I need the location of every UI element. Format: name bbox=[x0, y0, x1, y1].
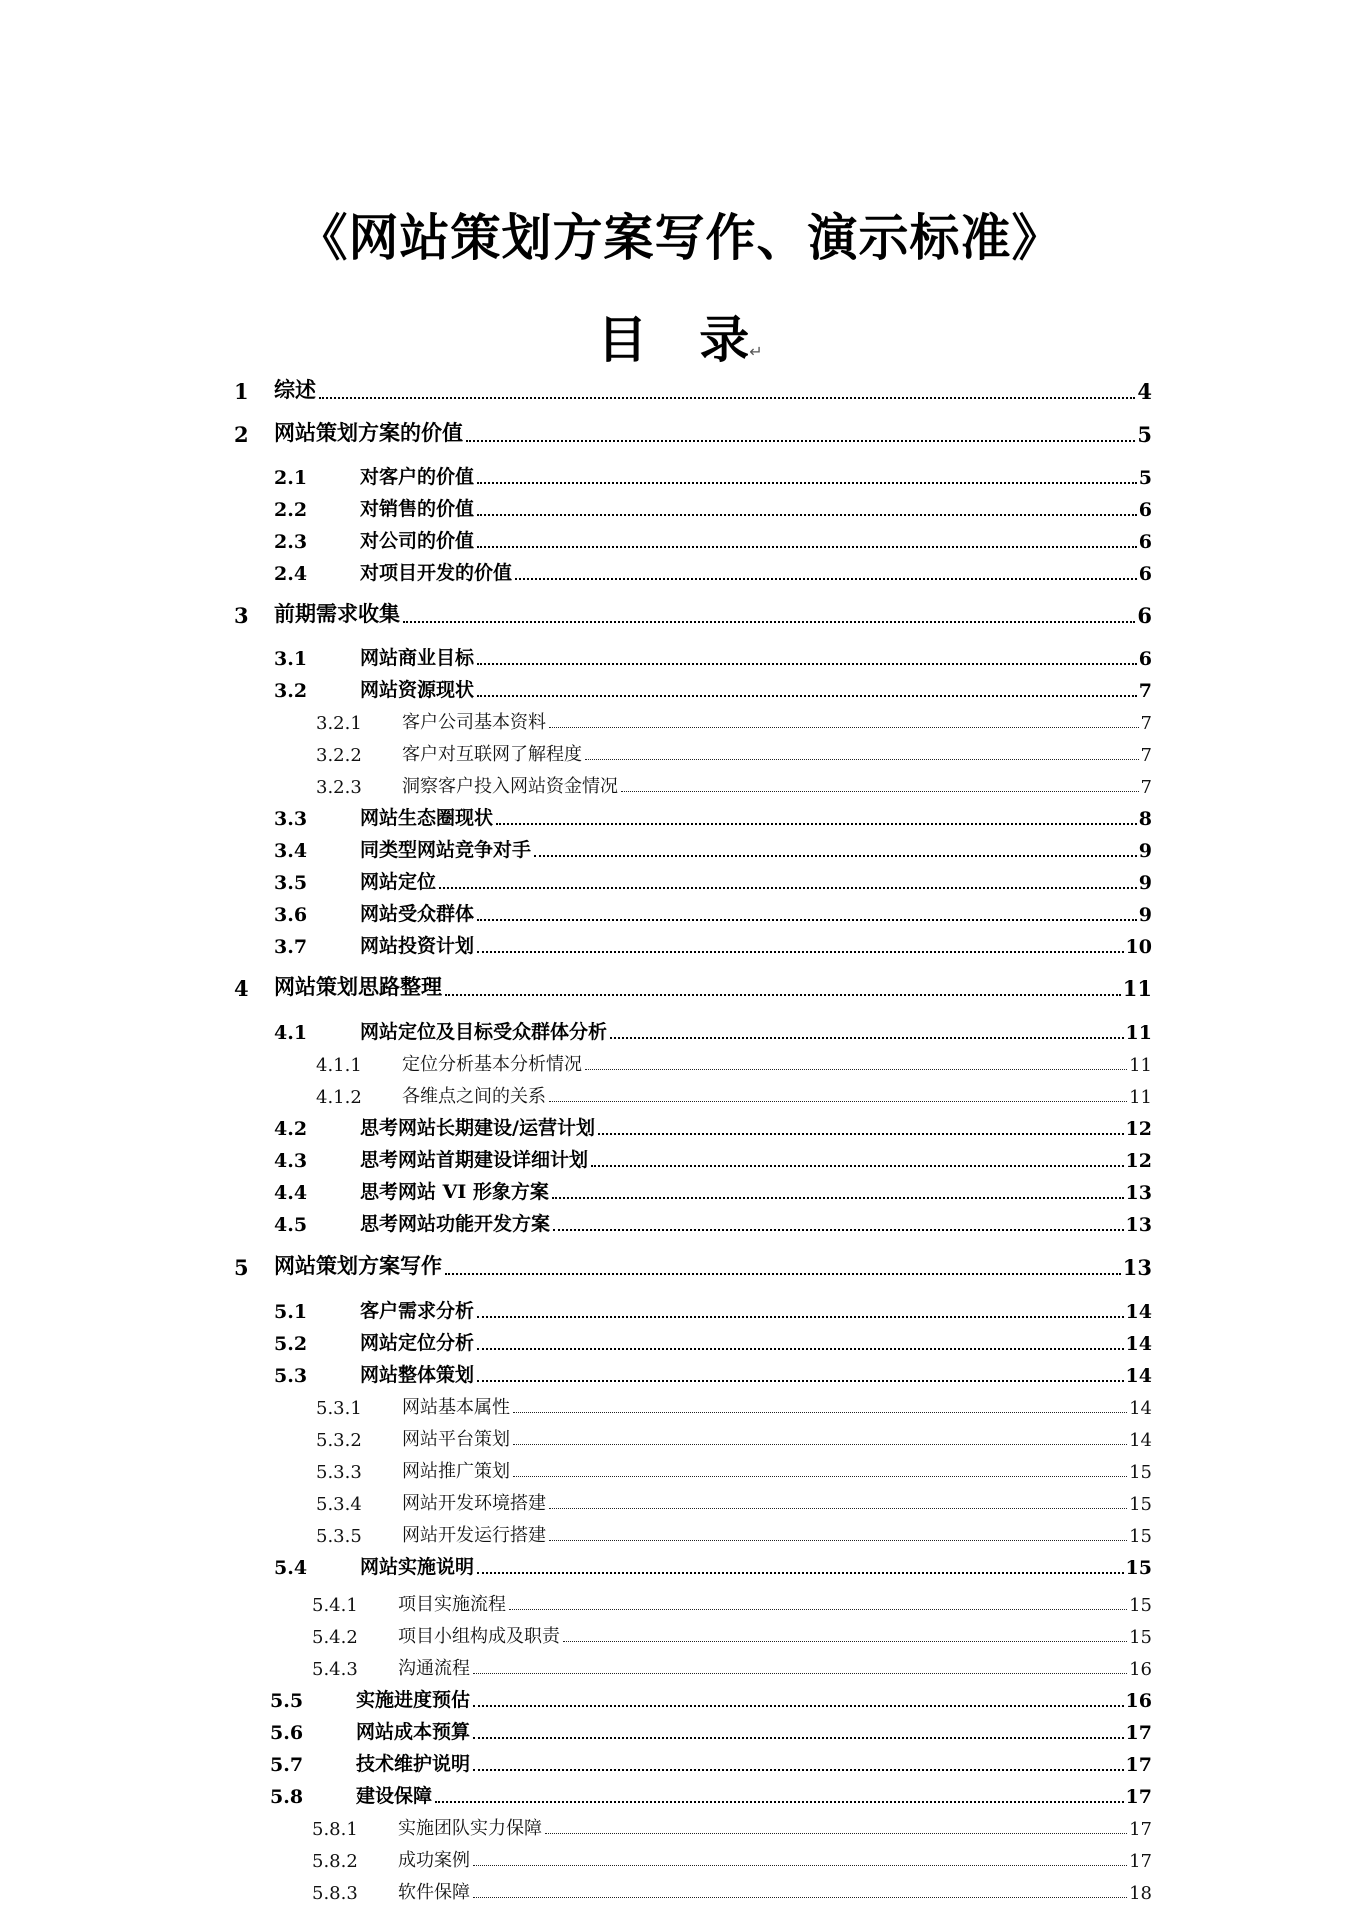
toc-entry-number: 3.2 bbox=[274, 680, 308, 702]
toc-entry[interactable] bbox=[274, 868, 1152, 894]
toc-entry[interactable] bbox=[274, 1114, 1152, 1140]
dot-leader bbox=[477, 482, 1137, 484]
toc-entry-label: 网站整体策划 bbox=[360, 1364, 475, 1386]
dot-leader bbox=[549, 727, 1139, 728]
toc-heading-char-2: 录 bbox=[699, 311, 750, 369]
dot-leader bbox=[445, 1273, 1121, 1275]
toc-entry-number: 2.1 bbox=[274, 467, 308, 489]
toc-entry-label: 洞察客户投入网站资金情况 bbox=[402, 776, 618, 797]
toc-entry-number: 5.4.1 bbox=[312, 1595, 358, 1616]
toc-entry-label: 网站开发环境搭建 bbox=[402, 1493, 546, 1514]
dot-leader bbox=[621, 791, 1139, 792]
toc-entry[interactable] bbox=[274, 836, 1152, 862]
toc-entry[interactable] bbox=[316, 772, 1152, 798]
toc-entry-page-number: 14 bbox=[1125, 1365, 1152, 1387]
toc-entry-label: 技术维护说明 bbox=[356, 1753, 471, 1775]
toc-entry-label: 客户需求分析 bbox=[360, 1300, 475, 1322]
toc-entry[interactable] bbox=[274, 676, 1152, 702]
dot-leader bbox=[509, 1609, 1127, 1610]
toc-entry-page-number: 9 bbox=[1138, 872, 1152, 894]
dot-leader bbox=[513, 1412, 1127, 1413]
dot-leader bbox=[477, 1380, 1124, 1382]
toc-entry-label: 网站商业目标 bbox=[360, 647, 475, 669]
dot-leader bbox=[319, 397, 1135, 399]
toc-entry-page-number: 8 bbox=[1138, 808, 1152, 830]
toc-entry-number: 5.5 bbox=[270, 1690, 304, 1712]
toc-entry[interactable] bbox=[274, 644, 1152, 670]
toc-entry[interactable] bbox=[274, 1361, 1152, 1387]
dot-leader bbox=[403, 621, 1135, 623]
dot-leader bbox=[473, 1737, 1124, 1739]
toc-entry-number: 5.4.3 bbox=[312, 1659, 358, 1680]
toc-entry-label: 网站实施说明 bbox=[360, 1556, 475, 1578]
toc-entry-number: 1 bbox=[234, 379, 249, 404]
toc-entry[interactable] bbox=[312, 1590, 1152, 1616]
toc-entry-number: 4.4 bbox=[274, 1182, 308, 1204]
toc-entry-page-number: 5 bbox=[1138, 467, 1152, 489]
toc-entry-page-number: 13 bbox=[1122, 1255, 1152, 1280]
toc-entry[interactable] bbox=[274, 804, 1152, 830]
dot-leader bbox=[473, 1673, 1127, 1674]
toc-entry-page-number: 17 bbox=[1125, 1754, 1152, 1776]
toc-entry-label: 思考网站长期建设/运营计划 bbox=[360, 1117, 595, 1139]
toc-entry[interactable] bbox=[312, 1654, 1152, 1680]
dot-leader bbox=[466, 440, 1135, 442]
toc-entry-label: 成功案例 bbox=[398, 1850, 470, 1871]
toc-entry-label: 网站策划方案写作 bbox=[274, 1253, 442, 1278]
toc-entry-number: 5.4.2 bbox=[312, 1627, 358, 1648]
toc-entry[interactable] bbox=[312, 1814, 1152, 1840]
toc-entry[interactable] bbox=[274, 1297, 1152, 1323]
toc-entry[interactable] bbox=[312, 1846, 1152, 1872]
dot-leader bbox=[473, 1769, 1124, 1771]
toc-entry-page-number: 11 bbox=[1125, 1022, 1152, 1044]
toc-entry[interactable] bbox=[274, 463, 1152, 489]
toc-entry-number: 5.8 bbox=[270, 1786, 304, 1808]
dot-leader bbox=[585, 1069, 1127, 1070]
toc-entry-number: 4.1.2 bbox=[316, 1087, 362, 1108]
toc-entry-number: 4 bbox=[234, 976, 249, 1001]
toc-entry-number: 4.1 bbox=[274, 1022, 308, 1044]
toc-entry-page-number: 15 bbox=[1129, 1462, 1152, 1483]
dot-leader bbox=[473, 1865, 1127, 1866]
toc-entry[interactable] bbox=[274, 1553, 1152, 1579]
toc-entry-label: 网站成本预算 bbox=[356, 1721, 471, 1743]
toc-entry-page-number: 11 bbox=[1129, 1055, 1152, 1076]
toc-entry-number: 4.5 bbox=[274, 1214, 308, 1236]
toc-entry[interactable] bbox=[274, 932, 1152, 958]
dot-leader bbox=[477, 1348, 1124, 1350]
toc-entry-label: 客户对互联网了解程度 bbox=[402, 744, 582, 765]
toc-entry-number: 2 bbox=[234, 422, 249, 447]
toc-entry[interactable] bbox=[234, 975, 1152, 1001]
toc-entry-page-number: 17 bbox=[1129, 1819, 1152, 1840]
toc-entry[interactable] bbox=[312, 1878, 1152, 1904]
toc-entry-page-number: 7 bbox=[1140, 745, 1152, 766]
toc-entry-label: 各维点之间的关系 bbox=[402, 1086, 546, 1107]
dot-leader bbox=[477, 546, 1137, 548]
dot-leader bbox=[591, 1165, 1124, 1167]
dot-leader bbox=[610, 1037, 1124, 1039]
toc-entry-label: 同类型网站竞争对手 bbox=[360, 839, 532, 861]
toc-entry-page-number: 15 bbox=[1129, 1627, 1152, 1648]
toc-entry-label: 思考网站 VI 形象方案 bbox=[360, 1181, 549, 1203]
toc-entry-number: 5.3.5 bbox=[316, 1526, 362, 1547]
toc-entry[interactable] bbox=[316, 1393, 1152, 1419]
toc-entry[interactable] bbox=[316, 1457, 1152, 1483]
toc-entry[interactable] bbox=[316, 1521, 1152, 1547]
toc-entry-number: 5.8.1 bbox=[312, 1819, 358, 1840]
toc-entry-page-number: 17 bbox=[1125, 1786, 1152, 1808]
toc-entry-number: 4.1.1 bbox=[316, 1055, 362, 1076]
toc-entry-page-number: 7 bbox=[1140, 713, 1152, 734]
toc-entry-page-number: 15 bbox=[1129, 1494, 1152, 1515]
toc-entry-number: 3.2.2 bbox=[316, 745, 362, 766]
dot-leader bbox=[598, 1133, 1124, 1135]
toc-entry-label: 定位分析基本分析情况 bbox=[402, 1054, 582, 1075]
toc-entry-page-number: 5 bbox=[1137, 422, 1152, 447]
dot-leader bbox=[477, 663, 1137, 665]
toc-entry[interactable] bbox=[274, 495, 1152, 521]
toc-entry-number: 5.3.2 bbox=[316, 1430, 362, 1451]
toc-entry-page-number: 11 bbox=[1122, 976, 1152, 1001]
toc-entry-number: 3.3 bbox=[274, 808, 308, 830]
toc-entry-label: 项目小组构成及职责 bbox=[398, 1626, 560, 1647]
toc-entry-page-number: 14 bbox=[1129, 1398, 1152, 1419]
toc-entry-page-number: 16 bbox=[1125, 1690, 1152, 1712]
toc-entry-number: 2.4 bbox=[274, 563, 308, 585]
toc-entry-label: 项目实施流程 bbox=[398, 1594, 506, 1615]
toc-entry-page-number: 7 bbox=[1140, 777, 1152, 798]
dot-leader bbox=[552, 1197, 1124, 1199]
dot-leader bbox=[585, 759, 1139, 760]
toc-entry-number: 3.5 bbox=[274, 872, 308, 894]
toc-entry-number: 5.8.2 bbox=[312, 1851, 358, 1872]
toc-entry[interactable] bbox=[270, 1782, 1152, 1808]
toc-entry-number: 5.1 bbox=[274, 1301, 308, 1323]
toc-entry-number: 5 bbox=[234, 1255, 249, 1280]
toc-entry-page-number: 13 bbox=[1125, 1214, 1152, 1236]
toc-entry-number: 5.4 bbox=[274, 1557, 308, 1579]
dot-leader bbox=[477, 951, 1124, 953]
toc-entry-label: 网站策划思路整理 bbox=[274, 974, 442, 999]
toc-entry-label: 综述 bbox=[274, 377, 316, 402]
toc-entry-page-number: 14 bbox=[1125, 1301, 1152, 1323]
toc-entry-number: 2.2 bbox=[274, 499, 308, 521]
toc-entry-label: 网站投资计划 bbox=[360, 935, 475, 957]
toc-entry-page-number: 10 bbox=[1125, 936, 1152, 958]
dot-leader bbox=[553, 1229, 1124, 1231]
toc-entry-label: 网站推广策划 bbox=[402, 1461, 510, 1482]
toc-entry-label: 网站平台策划 bbox=[402, 1429, 510, 1450]
paragraph-mark-icon: ↵ bbox=[749, 342, 763, 361]
toc-entry-number: 2.3 bbox=[274, 531, 308, 553]
toc-entry-label: 建设保障 bbox=[356, 1785, 433, 1807]
toc-entry-number: 3.7 bbox=[274, 936, 308, 958]
toc-entry[interactable] bbox=[234, 602, 1152, 628]
toc-entry-number: 3.1 bbox=[274, 648, 308, 670]
dot-leader bbox=[549, 1101, 1127, 1102]
dot-leader bbox=[477, 1572, 1124, 1574]
toc-entry-label: 软件保障 bbox=[398, 1882, 470, 1903]
toc-entry-page-number: 7 bbox=[1138, 680, 1152, 702]
toc-entry[interactable] bbox=[274, 900, 1152, 926]
dot-leader bbox=[439, 887, 1137, 889]
toc-entry-label: 网站资源现状 bbox=[360, 679, 475, 701]
toc-entry-label: 网站生态圈现状 bbox=[360, 807, 494, 829]
toc-entry[interactable] bbox=[316, 1082, 1152, 1108]
toc-entry-page-number: 12 bbox=[1125, 1150, 1152, 1172]
toc-entry-number: 3.4 bbox=[274, 840, 308, 862]
toc-entry-page-number: 9 bbox=[1138, 904, 1152, 926]
toc-entry-number: 5.6 bbox=[270, 1722, 304, 1744]
toc-entry[interactable] bbox=[274, 1329, 1152, 1355]
toc-entry[interactable] bbox=[312, 1622, 1152, 1648]
toc-entry-page-number: 6 bbox=[1138, 563, 1152, 585]
toc-entry-label: 思考网站首期建设详细计划 bbox=[360, 1149, 589, 1171]
toc-entry-page-number: 6 bbox=[1137, 603, 1152, 628]
toc-entry-label: 对项目开发的价值 bbox=[360, 562, 513, 584]
dot-leader bbox=[513, 1444, 1127, 1445]
toc-entry-number: 5.7 bbox=[270, 1754, 304, 1776]
toc-entry-page-number: 15 bbox=[1129, 1526, 1152, 1547]
toc-entry[interactable] bbox=[316, 1050, 1152, 1076]
toc-entry-label: 对销售的价值 bbox=[360, 498, 475, 520]
dot-leader bbox=[515, 578, 1137, 580]
dot-leader bbox=[513, 1476, 1127, 1477]
toc-entry-page-number: 18 bbox=[1129, 1883, 1152, 1904]
toc-entry[interactable] bbox=[270, 1750, 1152, 1776]
toc-entry-number: 3.6 bbox=[274, 904, 308, 926]
toc-entry-number: 5.3 bbox=[274, 1365, 308, 1387]
dot-leader bbox=[435, 1801, 1124, 1803]
toc-entry[interactable] bbox=[274, 1210, 1152, 1236]
toc-entry-label: 网站受众群体 bbox=[360, 903, 475, 925]
toc-entry[interactable] bbox=[270, 1686, 1152, 1712]
toc-entry-label: 对客户的价值 bbox=[360, 466, 475, 488]
toc-entry-number: 3.2.3 bbox=[316, 777, 362, 798]
dot-leader bbox=[549, 1508, 1127, 1509]
toc-entry[interactable] bbox=[274, 1146, 1152, 1172]
toc-entry-page-number: 9 bbox=[1138, 840, 1152, 862]
toc-entry-label: 网站基本属性 bbox=[402, 1397, 510, 1418]
toc-entry-label: 思考网站功能开发方案 bbox=[360, 1213, 551, 1235]
toc-entry-label: 前期需求收集 bbox=[274, 601, 400, 626]
dot-leader bbox=[473, 1705, 1124, 1707]
toc-entry-label: 网站策划方案的价值 bbox=[274, 420, 463, 445]
document-title: 《网站策划方案写作、演示标准》 bbox=[297, 209, 1063, 267]
toc-entry-page-number: 6 bbox=[1138, 531, 1152, 553]
toc-heading bbox=[0, 300, 1360, 372]
toc-entry-page-number: 17 bbox=[1125, 1722, 1152, 1744]
toc-entry-label: 实施团队实力保障 bbox=[398, 1818, 542, 1839]
toc-entry-page-number: 14 bbox=[1129, 1430, 1152, 1451]
toc-entry[interactable] bbox=[316, 1489, 1152, 1515]
toc-entry[interactable] bbox=[316, 708, 1152, 734]
toc-entry-page-number: 14 bbox=[1125, 1333, 1152, 1355]
toc-entry-page-number: 16 bbox=[1129, 1659, 1152, 1680]
toc-entry-number: 3 bbox=[234, 603, 249, 628]
toc-entry-page-number: 4 bbox=[1137, 379, 1152, 404]
dot-leader bbox=[496, 823, 1137, 825]
dot-leader bbox=[477, 695, 1137, 697]
toc-entry-number: 5.8.3 bbox=[312, 1883, 358, 1904]
toc-entry-number: 4.3 bbox=[274, 1150, 308, 1172]
dot-leader bbox=[549, 1540, 1127, 1541]
dot-leader bbox=[477, 514, 1137, 516]
toc-entry-page-number: 12 bbox=[1125, 1118, 1152, 1140]
toc-entry-label: 网站定位及目标受众群体分析 bbox=[360, 1021, 608, 1043]
toc-entry-label: 实施进度预估 bbox=[356, 1689, 471, 1711]
toc-entry-number: 4.2 bbox=[274, 1118, 308, 1140]
toc-entry[interactable] bbox=[274, 559, 1152, 585]
toc-entry-label: 网站开发运行搭建 bbox=[402, 1525, 546, 1546]
dot-leader bbox=[477, 919, 1137, 921]
toc-entry-page-number: 17 bbox=[1129, 1851, 1152, 1872]
toc-entry-number: 5.2 bbox=[274, 1333, 308, 1355]
toc-entry[interactable] bbox=[234, 1254, 1152, 1280]
toc-entry-page-number: 13 bbox=[1125, 1182, 1152, 1204]
toc-entry-page-number: 6 bbox=[1138, 499, 1152, 521]
toc-entry[interactable] bbox=[274, 527, 1152, 553]
toc-entry-page-number: 15 bbox=[1125, 1557, 1152, 1579]
dot-leader bbox=[545, 1833, 1127, 1834]
dot-leader bbox=[477, 1316, 1124, 1318]
toc-entry[interactable] bbox=[274, 1178, 1152, 1204]
dot-leader bbox=[445, 994, 1121, 996]
toc-entry-number: 5.3.3 bbox=[316, 1462, 362, 1483]
toc-entry[interactable] bbox=[274, 1018, 1152, 1044]
toc-entry-label: 沟通流程 bbox=[398, 1658, 470, 1679]
dot-leader bbox=[473, 1897, 1127, 1898]
toc-entry[interactable] bbox=[316, 1425, 1152, 1451]
toc-entry[interactable] bbox=[316, 740, 1152, 766]
toc-entry-label: 网站定位分析 bbox=[360, 1332, 475, 1354]
toc-entry-number: 5.3.1 bbox=[316, 1398, 362, 1419]
dot-leader bbox=[563, 1641, 1127, 1642]
toc-entry-page-number: 15 bbox=[1129, 1595, 1152, 1616]
toc-entry-label: 对公司的价值 bbox=[360, 530, 475, 552]
toc-entry-number: 5.3.4 bbox=[316, 1494, 362, 1515]
toc-entry-page-number: 11 bbox=[1129, 1087, 1152, 1108]
toc-entry[interactable] bbox=[234, 421, 1152, 447]
toc-entry-label: 网站定位 bbox=[360, 871, 437, 893]
toc-entry-page-number: 6 bbox=[1138, 648, 1152, 670]
toc-entry-number: 3.2.1 bbox=[316, 713, 362, 734]
toc-entry[interactable] bbox=[270, 1718, 1152, 1744]
toc-entry-label: 客户公司基本资料 bbox=[402, 712, 546, 733]
toc-heading-char-1: 目 bbox=[597, 311, 648, 369]
toc-entry[interactable] bbox=[234, 378, 1152, 404]
dot-leader bbox=[534, 855, 1137, 857]
